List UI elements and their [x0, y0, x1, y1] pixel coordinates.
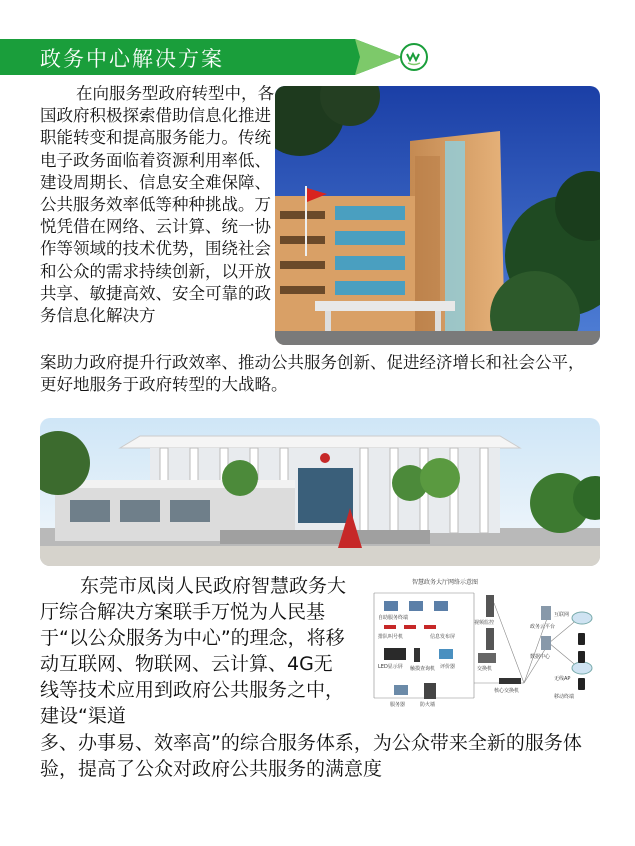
diagram-label: 信息发布屏 — [430, 634, 456, 640]
case-paragraph-text: 东莞市凤岗人民政府智慧政务大厅综合解决方案联手万悦为人民基于“以公众服务为中心”的理念，将移动互联网、物联网、云计算、4G无线等技术应用到政府公共服务之中，建设“渠道 — [40, 575, 347, 727]
diagram-label: 无线AP — [554, 676, 571, 682]
diagram-label: LED显示屏 — [378, 664, 403, 670]
case-paragraph — [40, 573, 350, 729]
diagram-label: 服务器 — [390, 702, 406, 708]
diagram-label: 数据中心 — [530, 654, 551, 660]
section-title: 政务中心解决方案 — [40, 47, 224, 71]
government-building-photo — [275, 86, 600, 345]
diagram-label: 移动终端 — [554, 694, 575, 700]
diagram-label: 自助服务终端 — [378, 615, 409, 621]
diagram-label: 防火墙 — [420, 702, 436, 708]
diagram-label: 核心交换机 — [494, 688, 520, 694]
government-hall-photo — [40, 418, 600, 566]
section-banner — [0, 39, 402, 75]
diagram-label: 互联网 — [554, 612, 570, 618]
brand-logo-icon — [399, 42, 429, 72]
intro-paragraph-continuation: 案助力政府提升行政效率、推动公共服务创新、促进经济增长和社会公平，更好地服务于政府转型的大战略。 — [40, 353, 585, 394]
intro-paragraph — [40, 83, 275, 327]
diagram-label: 交换机 — [477, 666, 493, 672]
diagram-label: 评价器 — [440, 664, 456, 670]
diagram-label: 政务云平台 — [530, 624, 556, 630]
diagram-label: 视频监控 — [474, 620, 495, 626]
diagram-label: 排队叫号机 — [378, 634, 404, 640]
diagram-label: 触摸查询机 — [410, 666, 436, 672]
case-paragraph-continuation: 多、办事易、效率高”的综合服务体系，为公众带来全新的服务体验，提高了公众对政府公共服务的满意度 — [40, 732, 582, 780]
intro-paragraph-text: 在向服务型政府转型中，各国政府积极探索借助信息化推进职能转变和提高服务能力。传统电子政务面临着资源利用率低、建设周期长、信息安全难保障、公共服务效率低等种种挑战。万悦凭借在网络、云计算、统一协作等领域的技术优势，围绕社会和公众的需求持续创新，以开放共享、敏捷高效、安全可靠的政务信息化解决方 — [40, 84, 274, 326]
diagram-title: 智慧政务大厅网络示意图 — [412, 579, 479, 586]
network-diagram — [354, 573, 600, 720]
